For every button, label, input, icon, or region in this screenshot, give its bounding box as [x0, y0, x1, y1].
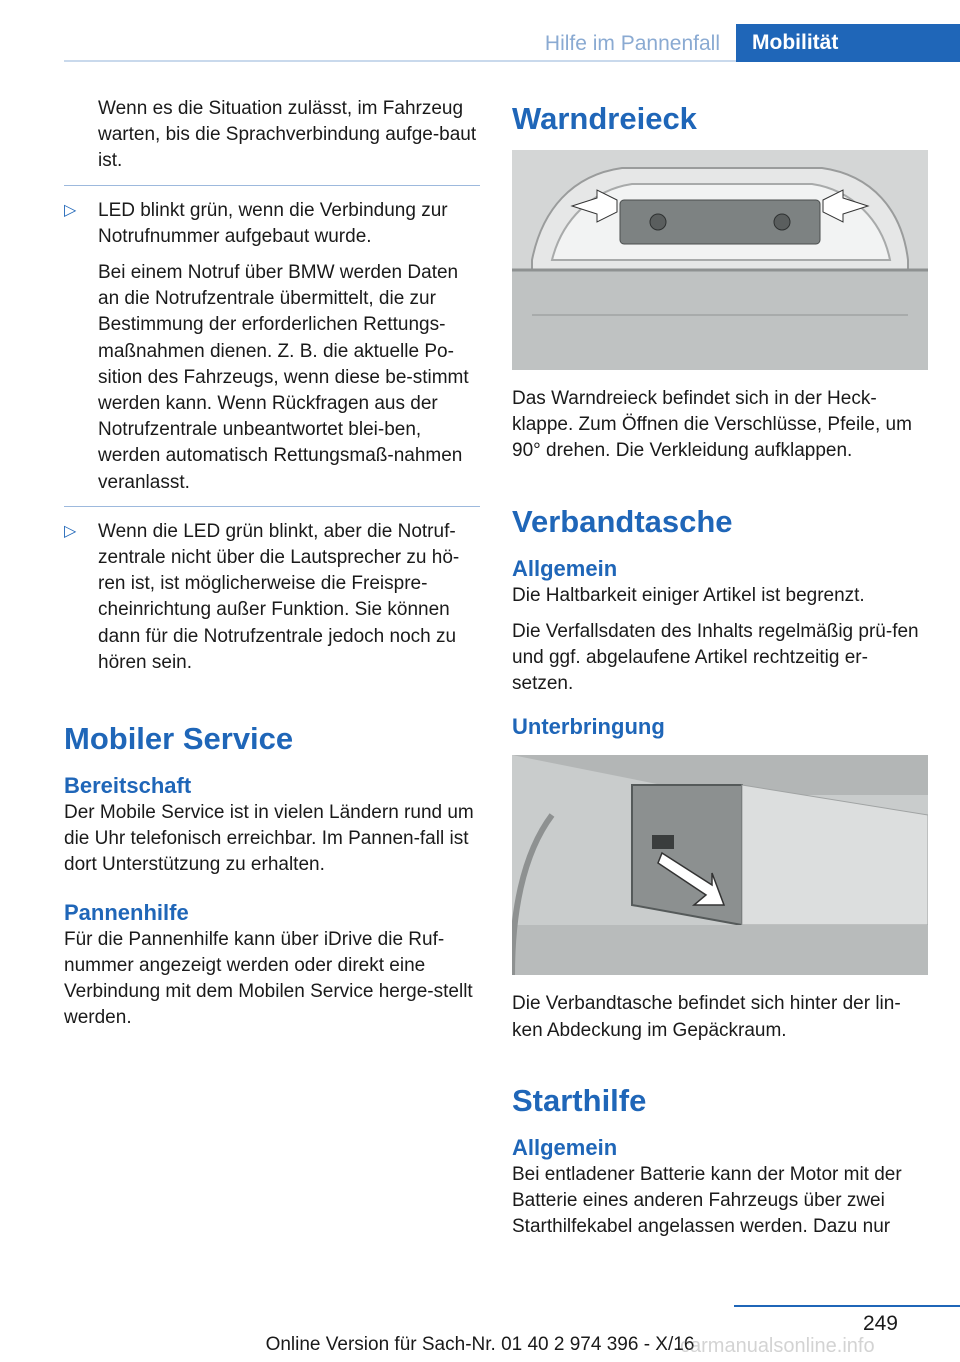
- allgemein-paragraph: Die Verfallsdaten des Inhalts regelmäßig prü-fen und ggf. abgelaufene Artikel rechtzeitig er-setzen.: [512, 620, 919, 695]
- bullet-text: LED blinkt grün, wenn die Verbindung zur Notrufnummer aufgebaut wurde.: [98, 199, 448, 247]
- subsection-title-allgemein: Allgemein: [512, 1134, 618, 1160]
- header-section-tab[interactable]: Hilfe im Pannenfall: [544, 32, 720, 55]
- unterbringung-paragraph: Die Verbandtasche befindet sich hinter der lin-ken Abdeckung im Gepäckraum.: [512, 993, 901, 1041]
- warndreieck-paragraph: Das Warndreieck befindet sich in der Heck-klappe. Zum Öffnen die Verschlüsse, Pfeile, um 90° drehen. Die Verkleidung aufklappen.: [512, 388, 912, 462]
- header-chapter-tab[interactable]: Mobilität: [736, 24, 960, 62]
- bullet-detail: Bei einem Notruf über BMW werden Daten an die Notrufzentrale übermittelt, die zur Bestimmung der erforderlichen Rettungs-maßnahmen dienen. Z. B. die aktuelle Po-sition des Fahrzeugs, wenn diese be-stimmt werden kann. Wenn Rückfragen aus der Notrufzentrale unbeantwortet blei-ben, werden automatisch Rettungsmaß-nahmen veranlasst.: [98, 262, 469, 493]
- list-divider: [64, 185, 480, 186]
- left-column: [64, 96, 480, 1041]
- intro-paragraph: Wenn es die Situation zulässt, im Fahrzeug warten, bis die Sprachverbindung aufge-baut ist.: [98, 98, 477, 172]
- starthilfe-paragraph: Bei entladener Batterie kann der Motor mit der Batterie eines anderen Fahrzeugs über zwei Starthilfekabel angelassen werden. Dazu nur: [512, 1163, 902, 1238]
- subsection-title-pannenhilfe: Pannenhilfe: [64, 899, 189, 925]
- subsection-title-allgemein: Allgemein: [512, 555, 618, 581]
- bullet-text: Wenn die LED grün blinkt, aber die Notruf-zentrale nicht über die Lautsprecher zu hö-ren ist, ist möglicherweise die Freispre-cheinrichtung außer Funktion. Sie können dann für die Notrufzentrale jedoch noch zu hören sein.: [98, 520, 460, 673]
- list-item: [64, 198, 480, 496]
- watermark: carmanualsonline.info: [680, 1335, 875, 1357]
- footer-version-note: Online Version für Sach-Nr. 01 40 2 974 396 - X/16: [265, 1334, 695, 1355]
- section-title-verbandtasche: Verbandtasche: [512, 503, 733, 539]
- allgemein-paragraph: Die Haltbarkeit einiger Artikel ist begrenzt.: [512, 584, 865, 606]
- bereitschaft-paragraph: Der Mobile Service ist in vielen Ländern rund um die Uhr telefonisch erreichbar. Im Pannen-fall ist dort Unterstützung zu erhalten.: [64, 802, 474, 876]
- section-title-mobiler-service: Mobiler Service: [64, 721, 294, 757]
- warning-triangle-figure: [512, 150, 928, 370]
- subsection-title-bereitschaft: Bereitschaft: [64, 773, 192, 799]
- triangle-bullet-icon: ▷: [64, 201, 77, 219]
- list-divider: [64, 506, 480, 507]
- subsection-title-unterbringung: Unterbringung: [512, 714, 665, 740]
- footer-rule: [734, 1305, 960, 1307]
- section-title-starthilfe: Starthilfe: [512, 1082, 647, 1118]
- right-column: [512, 100, 928, 1250]
- list-item: [64, 519, 480, 676]
- page-number: 249: [862, 1312, 898, 1335]
- trunk-illustration: [512, 755, 928, 975]
- triangle-bullet-icon: ▷: [64, 522, 77, 540]
- section-title-warndreieck: Warndreieck: [512, 101, 697, 136]
- first-aid-kit-figure: [512, 755, 928, 975]
- tailgate-illustration: [512, 150, 928, 370]
- pannenhilfe-paragraph: Für die Pannenhilfe kann über iDrive die Ruf-nummer angezeigt werden oder direkt eine Verbindung mit dem Mobilen Service herge-stellt werden.: [64, 928, 473, 1029]
